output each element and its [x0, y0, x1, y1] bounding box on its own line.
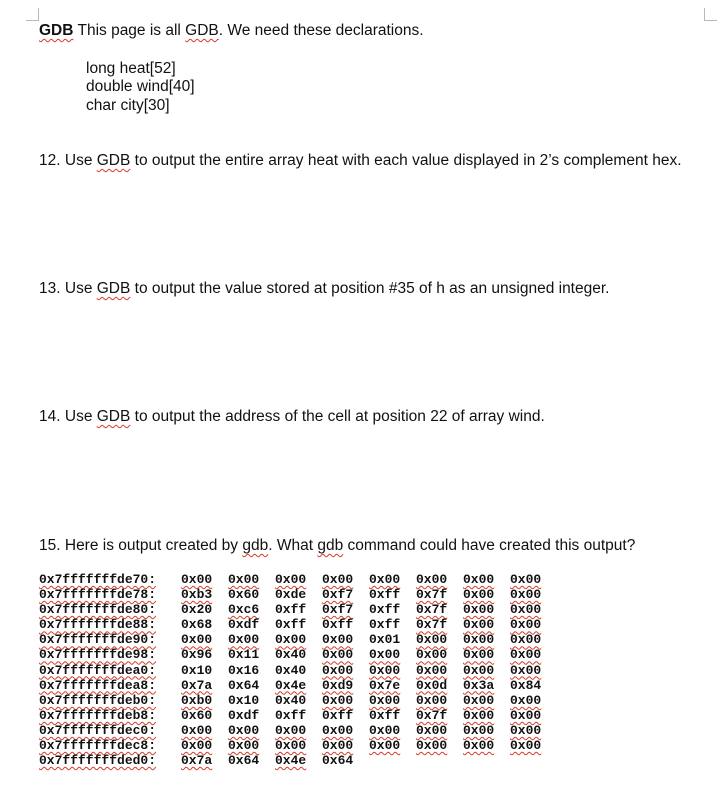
memory-byte: 0x4e [275, 753, 307, 769]
memory-address [39, 647, 181, 662]
memory-dump-row [39, 708, 557, 723]
memory-byte: 0xdf [228, 707, 260, 723]
memory-address [39, 632, 181, 647]
memory-byte: 0x00 [228, 632, 260, 648]
memory-byte: 0xff [275, 617, 307, 633]
memory-byte: 0x7f [416, 602, 448, 618]
memory-byte: 0x00 [463, 647, 495, 663]
memory-byte: 0x00 [181, 632, 213, 648]
intro-text-before: This page is all [73, 22, 186, 39]
question-15-before: Here is output created by [60, 537, 243, 554]
memory-dump-row [39, 678, 557, 693]
memory-address-text: 0x7fffffffde88: [39, 617, 157, 633]
memory-byte: 0x00 [463, 692, 495, 708]
question-14-text: to output the address of the cell at position 22 of array wind. [130, 408, 545, 425]
memory-address-text: 0x7fffffffdea0: [39, 662, 157, 678]
declaration-wind: double wind[40] [86, 78, 195, 95]
memory-byte: 0xff [275, 602, 307, 618]
question-13-before: Use [60, 280, 97, 297]
question-15-gdb-2: gdb [317, 537, 344, 554]
memory-byte: 0x00 [322, 662, 354, 678]
memory-byte: 0x01 [369, 632, 401, 648]
memory-byte: 0xf7 [322, 602, 354, 618]
memory-address [39, 738, 181, 753]
memory-dump-row [39, 572, 557, 587]
memory-byte: 0x60 [181, 707, 213, 723]
memory-byte: 0x00 [228, 722, 260, 738]
memory-byte: 0x00 [510, 647, 542, 663]
memory-byte: 0x00 [181, 572, 213, 587]
memory-byte: 0x0d [416, 677, 448, 693]
memory-byte: 0x00 [228, 738, 260, 754]
memory-byte: 0x7a [181, 677, 213, 693]
memory-address [39, 723, 181, 738]
question-13-gdb: GDB [96, 280, 131, 297]
memory-address-text: 0x7fffffffde90: [39, 632, 157, 648]
question-12-number: 12. [39, 152, 61, 169]
intro-text-after: . We need these declarations. [218, 22, 424, 39]
question-12 [39, 151, 689, 170]
memory-byte: 0x00 [416, 738, 448, 754]
memory-byte: 0xff [275, 707, 307, 723]
memory-byte: 0x00 [510, 692, 542, 708]
question-15-text: command could have created this output? [343, 537, 636, 554]
memory-byte: 0x00 [510, 632, 542, 648]
memory-address [39, 693, 181, 708]
question-13-text: to output the value stored at position #35 of h as an unsigned integer. [130, 280, 610, 297]
memory-byte: 0x7a [181, 753, 213, 769]
memory-address [39, 572, 181, 587]
intro-line [39, 21, 424, 40]
declaration-heat: long heat[52] [86, 60, 176, 77]
memory-byte: 0x60 [228, 587, 260, 603]
memory-byte: 0x64 [228, 753, 260, 769]
memory-byte: 0x00 [463, 662, 495, 678]
memory-byte: 0x00 [322, 738, 354, 754]
memory-dump-row [39, 723, 557, 738]
memory-byte: 0x00 [369, 738, 401, 754]
memory-byte: 0x00 [322, 632, 354, 648]
margin-corner-mark-left [26, 8, 39, 21]
question-14-number: 14. [39, 408, 61, 425]
question-13-number: 13. [39, 280, 61, 297]
memory-byte: 0xdf [228, 617, 260, 633]
question-14-before: Use [60, 408, 97, 425]
memory-byte: 0x00 [275, 722, 307, 738]
memory-byte: 0x00 [463, 738, 495, 754]
memory-byte: 0xff [369, 587, 401, 603]
memory-dump-row [39, 647, 557, 662]
memory-byte: 0x00 [369, 647, 401, 663]
memory-byte: 0x00 [228, 572, 260, 587]
memory-dump-row [39, 738, 557, 753]
memory-address-text: 0x7fffffffde98: [39, 647, 157, 663]
declaration-city: char city[30] [86, 97, 170, 114]
memory-byte: 0x00 [275, 632, 307, 648]
memory-byte: 0x00 [275, 738, 307, 754]
memory-byte: 0x00 [510, 707, 542, 723]
memory-byte: 0x00 [322, 647, 354, 663]
memory-byte: 0x00 [463, 587, 495, 603]
memory-address [39, 617, 181, 632]
question-13 [39, 279, 609, 298]
memory-byte: 0x00 [275, 572, 307, 587]
memory-byte: 0x00 [369, 572, 401, 587]
memory-byte: 0x00 [416, 692, 448, 708]
memory-dump [39, 572, 557, 768]
memory-byte: 0x68 [181, 617, 213, 633]
memory-byte: 0x00 [416, 572, 448, 587]
memory-address [39, 678, 181, 693]
memory-byte: 0x00 [463, 707, 495, 723]
memory-byte: 0x3a [463, 677, 495, 693]
question-15-gdb: gdb [242, 537, 269, 554]
memory-byte: 0x00 [416, 722, 448, 738]
memory-byte: 0x00 [463, 632, 495, 648]
memory-address-text: 0x7fffffffde70: [39, 572, 157, 587]
question-14 [39, 407, 545, 426]
memory-byte: 0x16 [228, 662, 260, 678]
memory-byte: 0x00 [510, 617, 542, 633]
memory-byte: 0xf7 [322, 587, 354, 603]
memory-byte: 0x11 [228, 647, 260, 663]
memory-dump-row [39, 753, 557, 768]
memory-address-text: 0x7fffffffdec0: [39, 722, 157, 738]
memory-dump-row [39, 632, 557, 647]
memory-byte: 0x96 [181, 647, 213, 663]
question-12-text: to output the entire array heat with each value displayed in 2’s complement hex. [130, 152, 682, 169]
question-12-before: Use [60, 152, 97, 169]
memory-address [39, 587, 181, 602]
memory-byte: 0xb3 [181, 587, 213, 603]
memory-byte: 0x00 [322, 722, 354, 738]
memory-byte: 0x00 [181, 722, 213, 738]
question-15 [39, 536, 635, 555]
memory-byte: 0x00 [369, 692, 401, 708]
memory-byte: 0x7f [416, 587, 448, 603]
memory-byte: 0xc6 [228, 602, 260, 618]
question-12-gdb: GDB [96, 152, 131, 169]
memory-dump-row [39, 693, 557, 708]
memory-byte: 0x84 [510, 677, 542, 693]
memory-byte: 0x00 [181, 738, 213, 754]
memory-byte: 0xff [322, 707, 354, 723]
memory-byte: 0x7e [369, 677, 401, 693]
memory-byte: 0x7f [416, 707, 448, 723]
memory-byte: 0x00 [510, 602, 542, 618]
memory-dump-row [39, 587, 557, 602]
memory-byte: 0xff [369, 617, 401, 633]
memory-byte: 0x00 [369, 662, 401, 678]
memory-byte: 0x00 [510, 738, 542, 754]
memory-address-text: 0x7fffffffde78: [39, 587, 157, 603]
memory-byte: 0xde [275, 587, 307, 603]
memory-address-text: 0x7fffffffdeb8: [39, 707, 157, 723]
memory-dump-row [39, 663, 557, 678]
memory-address [39, 708, 181, 723]
memory-byte: 0x7f [416, 617, 448, 633]
memory-byte: 0x10 [181, 662, 213, 678]
memory-byte: 0x40 [275, 692, 307, 708]
memory-address-text: 0x7fffffffdec8: [39, 738, 157, 754]
memory-byte: 0x00 [463, 617, 495, 633]
memory-byte: 0x10 [228, 692, 260, 708]
memory-byte: 0x00 [463, 602, 495, 618]
memory-byte: 0x00 [510, 662, 542, 678]
memory-byte: 0x20 [181, 602, 213, 618]
memory-byte: 0x00 [322, 692, 354, 708]
intro-gdb-2: GDB [185, 22, 219, 39]
margin-corner-mark-right [704, 8, 717, 21]
memory-byte: 0x00 [369, 722, 401, 738]
memory-address-text: 0x7fffffffdea8: [39, 677, 157, 693]
memory-byte: 0x00 [322, 572, 354, 587]
memory-byte: 0x40 [275, 647, 307, 663]
question-14-gdb: GDB [96, 408, 131, 425]
memory-byte: 0x00 [416, 632, 448, 648]
memory-byte: 0x4e [275, 677, 307, 693]
memory-byte: 0x40 [275, 662, 307, 678]
memory-address-text: 0x7fffffffded0: [39, 753, 157, 769]
memory-dump-row [39, 617, 557, 632]
memory-byte: 0xff [369, 707, 401, 723]
memory-dump-row [39, 602, 557, 617]
memory-byte: 0x00 [510, 572, 542, 587]
memory-address [39, 602, 181, 617]
memory-byte: 0x00 [510, 722, 542, 738]
memory-address [39, 753, 181, 768]
intro-gdb-bold: GDB [39, 22, 74, 39]
memory-byte: 0xff [322, 617, 354, 633]
memory-byte: 0x00 [463, 722, 495, 738]
memory-byte: 0x00 [510, 587, 542, 603]
memory-byte: 0x64 [322, 753, 354, 769]
memory-byte: 0xd9 [322, 677, 354, 693]
memory-address-text: 0x7fffffffde80: [39, 602, 157, 618]
memory-address-text: 0x7fffffffdeb0: [39, 692, 157, 708]
question-15-middle: . What [268, 537, 318, 554]
memory-byte: 0x00 [463, 572, 495, 587]
memory-byte: 0xb0 [181, 692, 213, 708]
question-15-number: 15. [39, 537, 61, 554]
memory-address [39, 663, 181, 678]
memory-byte: 0x00 [416, 662, 448, 678]
memory-byte: 0x00 [416, 647, 448, 663]
memory-byte: 0xff [369, 602, 401, 618]
memory-byte: 0x64 [228, 677, 260, 693]
